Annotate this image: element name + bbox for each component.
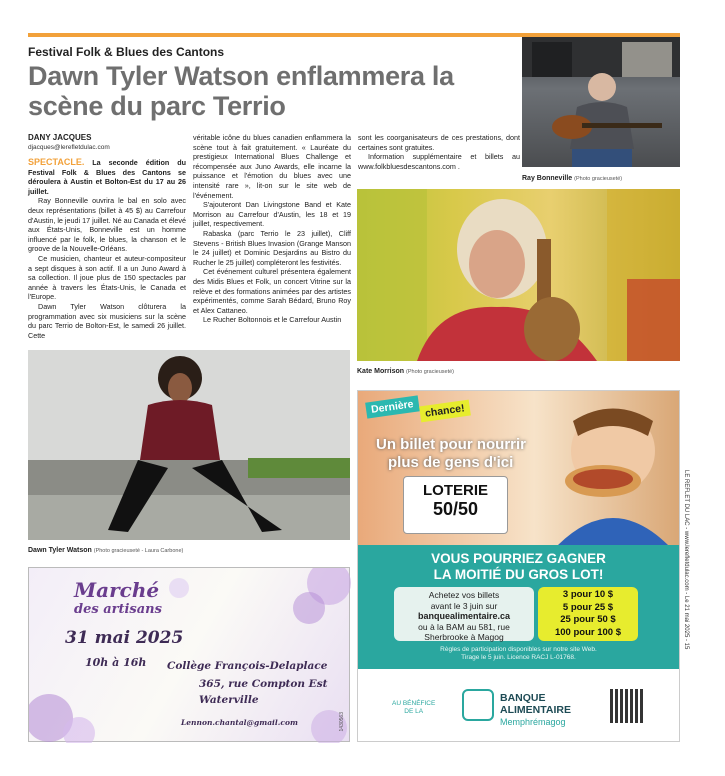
article-column-3	[358, 133, 520, 171]
kate-photo-illustration	[357, 189, 680, 361]
bank-line: Memphrémagog	[500, 717, 566, 727]
caption-name: Dawn Tyler Watson	[28, 547, 92, 554]
paragraph: Cet événement culturel présentera également des Midis Blues et Folk, un concert Vitrine sur la relève et des formations animées par des artistes expérimentés, comme Sarah Bédard, Bruno Roy et Alex Cattaneo.	[193, 267, 351, 315]
author: DANY JACQUES	[28, 133, 92, 142]
paragraph: Le Rucher Boltonnois et le Carrefour Austin	[203, 315, 342, 325]
paragraph: Ce musicien, chanteur et auteur-compositeur a sept disques à son actif. Il a un Juno Award à sa collection. Il joue plus de 150 spectacles par année à travers les États-Unis, le Canada et l'Europe.	[28, 253, 186, 302]
paragraph: véritable icône du blues canadien enflammera la scène tout à fait gratuitement. « Lauréate du prestigieux International Blues Challenge et récompensée aux Juno Awards, elle incarne la puissance et l'émotion du blues avec une intensité rare », lit-on sur le site web de l'événement.	[193, 133, 351, 200]
marche-town: Waterville	[199, 694, 259, 706]
lead-tag: SPECTACLE.	[28, 157, 85, 167]
qr-code-icon[interactable]	[610, 689, 644, 723]
loterie-ticket	[403, 476, 508, 534]
caption-name: Ray Bonneville	[522, 175, 573, 182]
paragraph: S'ajouteront Dan Livingstone Band et Kate Morrison au Carrefour d'Austin, les 18 et 19 juillet, respectivement.	[193, 200, 351, 229]
loterie-info-band	[358, 545, 679, 669]
paragraph: Rabaska (parc Terrio le 23 juillet), Cliff Stevens - British Blues Invasion (Grange Manson le 24 juillet) et Dominic Desjardins au Bistro du Rucher le 25 juillet) compléteront les festivités.	[193, 228, 351, 267]
buy-line: Achetez vos billets	[428, 590, 500, 600]
ray-bonneville-photo	[522, 37, 680, 167]
bank-line: BANQUE	[500, 692, 546, 704]
price-line: 100 pour 100 $	[554, 626, 621, 638]
badge-chance: chance!	[419, 400, 470, 423]
paragraph: Ray Bonneville ouvrira le bal en solo avec deux représentations (billet à 45 $) au Carrefour d'Austin, le jeudi 17 juillet. Né au Canada et élevé aux États-Unis, Bonneville est un homme influencé par le folk, le blues, la chanson et le groove de la Nouvelle-Orléans.	[28, 196, 187, 254]
dawn-tyler-watson-photo	[28, 350, 350, 540]
loterie-line-1: Un billet pour nourrir	[376, 436, 526, 453]
bank-line: ALIMENTAIRE	[500, 704, 571, 716]
badge-derniere: Dernière	[365, 395, 419, 418]
marche-email[interactable]: Lennon.chantal@gmail.com	[181, 718, 298, 727]
paragraph: Dawn Tyler Watson clôturera la programmation avec six musiciens sur la scène du parc Terrio de Bolton-Est, le samedi 26 juillet. Cette	[28, 301, 186, 340]
page-footer: LE REFLET DU LAC - www.lerefletdulac.com - Le 21 mai 2025 - 15	[683, 470, 689, 650]
paragraph: Information supplémentaire et billets au www.folkbluesdescantons.com .	[358, 152, 520, 171]
benefit-line: AU BÉNÉFICE	[392, 700, 436, 707]
marche-date: 31 mai 2025	[65, 628, 184, 648]
marche-place: Collège François-Delaplace	[167, 660, 328, 672]
loterie-photo	[358, 391, 679, 545]
rules-text	[358, 646, 679, 662]
ad-code: 1430563	[339, 711, 345, 731]
price-line: 5 pour 25 $	[562, 601, 614, 613]
banque-name	[500, 692, 571, 728]
ray-caption	[522, 175, 622, 182]
buy-line: Sherbrooke à Magog	[424, 632, 504, 642]
win-line-2: LA MOITIÉ DU GROS LOT!	[433, 567, 604, 582]
loterie-ad[interactable]	[357, 390, 680, 742]
article-column-1	[28, 158, 186, 340]
lead	[28, 158, 186, 196]
price-line: 25 pour 50 $	[560, 614, 616, 625]
buy-link[interactable]: banquealimentaire.ca	[417, 611, 511, 621]
lead-text: La seconde édition du Festival Folk & Blues des Cantons se déroulera à Austin et Bolton-Est du 17 au 26 juillet.	[28, 158, 186, 196]
caption-credit: (Photo gracieuseté)	[406, 369, 455, 375]
headline: Dawn Tyler Watson enflammera la scène du parc Terrio	[28, 61, 454, 121]
kate-caption	[357, 368, 454, 375]
caption-credit: (Photo gracieuseté)	[574, 176, 623, 182]
marche-title: Marché	[74, 578, 160, 602]
banque-logo-icon	[462, 689, 494, 721]
loterie-line-2: plus de gens d'ici	[388, 454, 514, 471]
dawn-caption	[28, 547, 183, 554]
ray-photo-illustration	[522, 37, 680, 167]
article-column-2	[193, 133, 351, 325]
buy-line: avant le 3 juin sur	[430, 600, 498, 611]
kate-morrison-photo	[357, 189, 680, 361]
marche-subtitle: des artisans	[74, 602, 162, 617]
price-box	[538, 587, 638, 641]
marche-address: 365, rue Compton Est	[199, 678, 328, 690]
caption-name: Kate Morrison	[357, 368, 405, 375]
ticket-title: LOTERIE	[422, 482, 488, 499]
rules-line: Tirage le 5 juin. Licence RACJ L-01768.	[461, 654, 576, 661]
kicker: Festival Folk & Blues des Cantons	[28, 45, 225, 59]
paragraph: sont les coorganisateurs de ces prestations, dont certaines sont gratuites.	[358, 133, 520, 152]
author-email[interactable]: djacques@lerefletdulac.com	[28, 144, 110, 151]
buy-line: ou à la BAM au 581, rue	[418, 621, 510, 632]
benefit-line: DE LA	[404, 708, 424, 715]
price-line: 3 pour 10 $	[562, 589, 614, 600]
ticket-5050: 50/50	[432, 499, 479, 519]
rules-line: Règles de participation disponibles sur notre site Web.	[440, 646, 597, 653]
buy-box	[394, 587, 534, 641]
benefit-label	[392, 700, 435, 716]
marche-artisans-ad[interactable]	[28, 567, 350, 742]
marche-hours: 10h à 16h	[85, 656, 147, 669]
dawn-photo-illustration	[28, 350, 350, 540]
win-line-1: VOUS POURRIEZ GAGNER	[431, 551, 606, 566]
caption-credit: (Photo gracieuseté - Laura Carbone)	[93, 548, 184, 554]
